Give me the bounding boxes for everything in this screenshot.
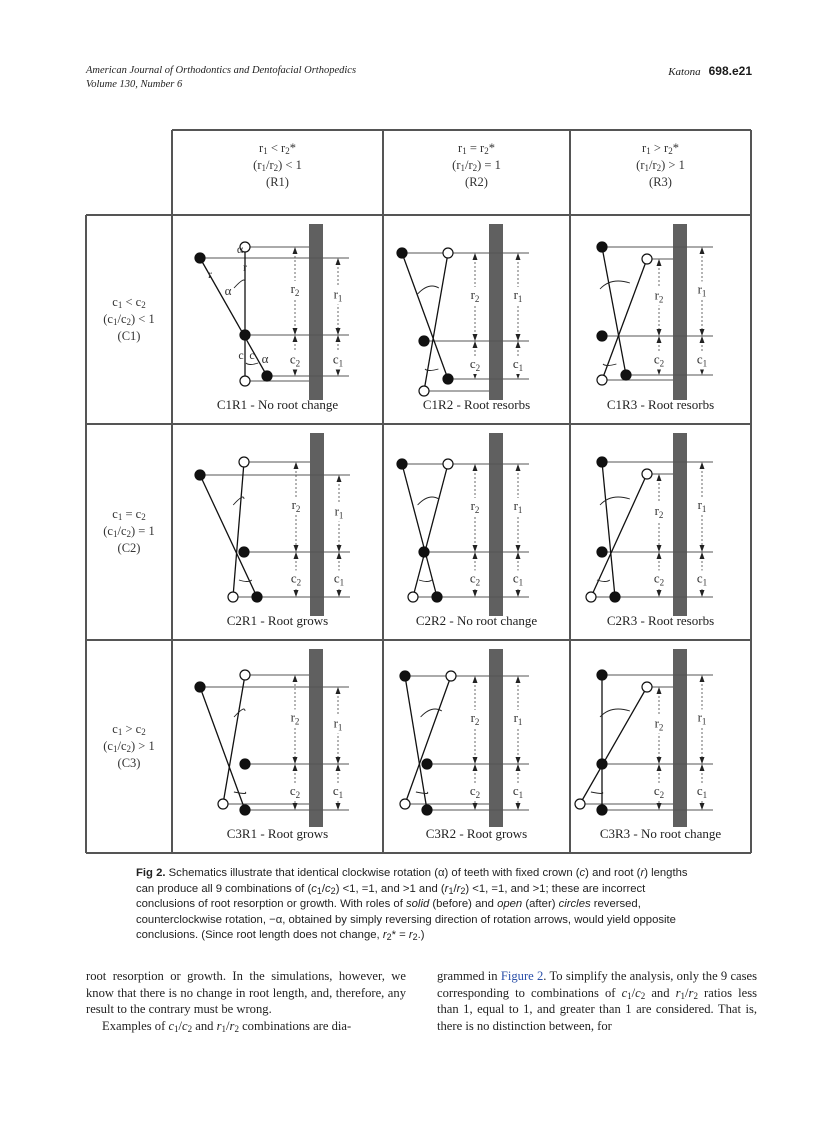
diagram-caption: C1R2 - Root resorbs bbox=[422, 397, 531, 412]
grid-horizontal-line bbox=[172, 129, 751, 131]
svg-text:c1: $c_1$ bbox=[333, 570, 345, 588]
svg-text:r2: $r_2$ bbox=[654, 503, 664, 520]
svg-text:r1: $r_1$ bbox=[697, 709, 707, 727]
grid-vertical-line bbox=[85, 215, 87, 853]
svg-text:c: c bbox=[249, 348, 255, 362]
figure-caption bbox=[136, 866, 704, 944]
diagram-caption: C3R2 - Root grows bbox=[425, 826, 528, 841]
column-header-r3 bbox=[570, 140, 751, 191]
svg-text:r1: $r_1$ bbox=[334, 503, 344, 521]
diagram-cell-c3r3 bbox=[570, 640, 751, 853]
author-name: Katona bbox=[668, 66, 701, 78]
grid-vertical-line bbox=[750, 130, 752, 853]
row-header-line: $c_1 < c_2$ bbox=[112, 294, 146, 310]
column-header-line: $(r_1/r_2) < 1$ bbox=[253, 158, 302, 173]
tooth-rotation-schematic bbox=[172, 215, 383, 424]
diagram-cell-c1r3 bbox=[570, 215, 751, 424]
grid-vertical-line bbox=[569, 130, 571, 853]
journal-title: American Journal of Orthodontics and Dentofacial Orthopedics bbox=[86, 65, 357, 76]
row-header-c1 bbox=[86, 294, 172, 345]
svg-text:c2: $c_2$ bbox=[289, 351, 301, 369]
svg-text:α: α bbox=[261, 351, 269, 366]
diagram-cell-c2r1 bbox=[172, 424, 383, 640]
column-header-line: $r_1 = r_2*$ bbox=[458, 141, 495, 156]
svg-text:c2: $c_2$ bbox=[653, 570, 665, 588]
row-header-c3 bbox=[86, 721, 172, 772]
diagram-caption: C3R1 - Root grows bbox=[226, 826, 329, 841]
body-paragraph: root resorption or growth. In the simulations, however, we know that there is no change in root length, and, therefore, any result to the contrary must be wrong. bbox=[86, 969, 406, 1016]
row-header-line: $(c_1/c_2) > 1$ bbox=[103, 738, 155, 754]
diagram-caption: C3R3 - No root change bbox=[599, 826, 722, 841]
column-header-line: $r_1 > r_2*$ bbox=[642, 141, 679, 156]
svg-text:c2: $c_2$ bbox=[469, 570, 481, 588]
column-header-line: (R3) bbox=[649, 175, 672, 189]
grid-vertical-line bbox=[171, 130, 173, 853]
svg-text:c1: $c_1$ bbox=[332, 351, 344, 369]
svg-text:r2: $r_2$ bbox=[470, 498, 480, 515]
svg-text:r1: $r_1$ bbox=[697, 497, 707, 514]
row-header-line: $c_1 = c_2$ bbox=[112, 507, 146, 522]
svg-text:r2: $r_2$ bbox=[470, 287, 480, 304]
row-header-line: $(c_1/c_2) < 1$ bbox=[103, 311, 155, 327]
body-paragraph: grammed in Figure 2. To simplify the analysis, only the 9 cases corresponding to combinations of $c_1/c_2$ and $r_1/r_2$ ratios less than 1, equal to 1, and greater than 1 are considered. That is, there is no distinction between, for bbox=[437, 969, 758, 1033]
diagram-cell-c2r2 bbox=[383, 424, 570, 640]
svg-text:α: α bbox=[236, 242, 244, 256]
svg-text:c1: $c_1$ bbox=[696, 783, 708, 800]
row-header-line: $(c_1/c_2) = 1$ bbox=[103, 524, 155, 539]
row-header-line: (C1) bbox=[117, 328, 141, 343]
journal-volume: Volume 130, Number 6 bbox=[86, 79, 183, 90]
diagram-cell-c1r2 bbox=[383, 215, 570, 424]
tooth-rotation-schematic bbox=[172, 640, 383, 853]
diagram-caption: C2R2 - No root change bbox=[415, 613, 538, 628]
figure-label: Fig 2. bbox=[136, 867, 166, 879]
page-number: 698.e21 bbox=[708, 64, 752, 78]
diagram-cell-c2r3 bbox=[570, 424, 751, 640]
svg-text:r2: $r_2$ bbox=[654, 287, 664, 305]
column-header-line: (R2) bbox=[465, 175, 488, 189]
svg-text:c: c bbox=[238, 348, 244, 362]
row-header-line: $c_1 > c_2$ bbox=[112, 721, 146, 737]
svg-text:c2: $c_2$ bbox=[469, 783, 481, 800]
body-column-left bbox=[86, 968, 406, 1034]
diagram-cell-c1r1 bbox=[172, 215, 383, 424]
svg-text:r: r bbox=[208, 267, 212, 281]
column-header-line: $(r_1/r_2) = 1$ bbox=[452, 158, 501, 173]
svg-text:r2: $r_2$ bbox=[654, 715, 664, 733]
diagram-caption: C1R1 - No root change bbox=[216, 397, 339, 412]
grid-horizontal-line bbox=[86, 852, 751, 854]
svg-text:c2: $c_2$ bbox=[653, 783, 665, 800]
svg-text:r1: $r_1$ bbox=[513, 287, 523, 304]
running-head-right bbox=[668, 64, 752, 79]
svg-text:c1: $c_1$ bbox=[512, 356, 524, 373]
running-head-left bbox=[86, 64, 356, 92]
body-paragraph: Examples of $c_1/c_2$ and $r_1/r_2$ combinations are dia- bbox=[102, 1018, 352, 1034]
svg-text:c1: $c_1$ bbox=[696, 570, 708, 588]
column-header-r1 bbox=[172, 140, 383, 191]
tooth-rotation-schematic bbox=[383, 424, 570, 640]
diagram-cell-c3r2 bbox=[383, 640, 570, 853]
svg-text:r: r bbox=[243, 260, 247, 274]
tooth-rotation-schematic bbox=[383, 640, 570, 853]
tooth-rotation-schematic bbox=[172, 424, 383, 640]
svg-text:r2: $r_2$ bbox=[290, 709, 300, 727]
svg-text:r1: $r_1$ bbox=[513, 710, 523, 727]
diagram-caption: C2R3 - Root resorbs bbox=[606, 613, 715, 628]
row-header-line: (C3) bbox=[117, 755, 141, 770]
figure-2-grid bbox=[86, 130, 751, 853]
svg-text:r1: $r_1$ bbox=[697, 281, 707, 299]
row-header-line: (C2) bbox=[117, 541, 141, 555]
tooth-rotation-schematic bbox=[570, 215, 751, 424]
svg-text:c2: $c_2$ bbox=[469, 356, 481, 373]
svg-text:r1: $r_1$ bbox=[513, 498, 523, 515]
grid-horizontal-line bbox=[86, 214, 751, 216]
column-header-line: $(r_1/r_2) > 1$ bbox=[636, 158, 685, 173]
tooth-rotation-schematic bbox=[383, 215, 570, 424]
svg-text:r2: $r_2$ bbox=[470, 710, 480, 727]
column-header-line: $r_1 < r_2*$ bbox=[259, 141, 296, 156]
row-header-c2 bbox=[86, 506, 172, 557]
tooth-rotation-schematic bbox=[570, 640, 751, 853]
svg-text:c2: $c_2$ bbox=[289, 783, 301, 800]
svg-text:c2: $c_2$ bbox=[290, 570, 302, 588]
svg-text:r1: $r_1$ bbox=[333, 715, 343, 733]
diagram-cell-c3r1 bbox=[172, 640, 383, 853]
svg-text:r2: $r_2$ bbox=[291, 497, 301, 514]
svg-text:c1: $c_1$ bbox=[696, 351, 708, 369]
svg-text:α: α bbox=[224, 283, 232, 298]
svg-text:r2: $r_2$ bbox=[290, 281, 300, 298]
diagram-caption: C2R1 - Root grows bbox=[226, 613, 329, 628]
grid-horizontal-line bbox=[86, 423, 751, 425]
grid-vertical-line bbox=[382, 130, 384, 853]
svg-text:c1: $c_1$ bbox=[332, 783, 344, 800]
column-header-r2 bbox=[383, 140, 570, 191]
diagram-caption: C1R3 - Root resorbs bbox=[606, 397, 715, 412]
body-column-right bbox=[437, 968, 757, 1034]
figure-caption-text: Schematics illustrate that identical clockwise rotation (α) of teeth with fixed crown (c) and root (r) lengths can produce all 9 combinations of $(c_1/c_2) <1$, =1, and >1 and $(r_1/r_2) <1$, =1, and >1; these are incorrect conclusions of root resorption or growth. With roles of solid (before) and open (after) circles reversed, counterclockwise rotation, −α, obtained by simply reversing direction of rotation arrows, would yield opposite conclusions. (Since root length does not change, $r_2* = r_2$.) bbox=[136, 867, 688, 943]
svg-text:c2: $c_2$ bbox=[653, 351, 665, 369]
grid-horizontal-line bbox=[86, 639, 751, 641]
column-header-line: (R1) bbox=[266, 175, 289, 189]
svg-text:c1: $c_1$ bbox=[512, 570, 524, 588]
tooth-rotation-schematic bbox=[570, 424, 751, 640]
svg-text:r1: $r_1$ bbox=[333, 286, 343, 304]
svg-text:c1: $c_1$ bbox=[512, 783, 524, 800]
figure-2-link[interactable]: Figure 2 bbox=[500, 969, 544, 983]
